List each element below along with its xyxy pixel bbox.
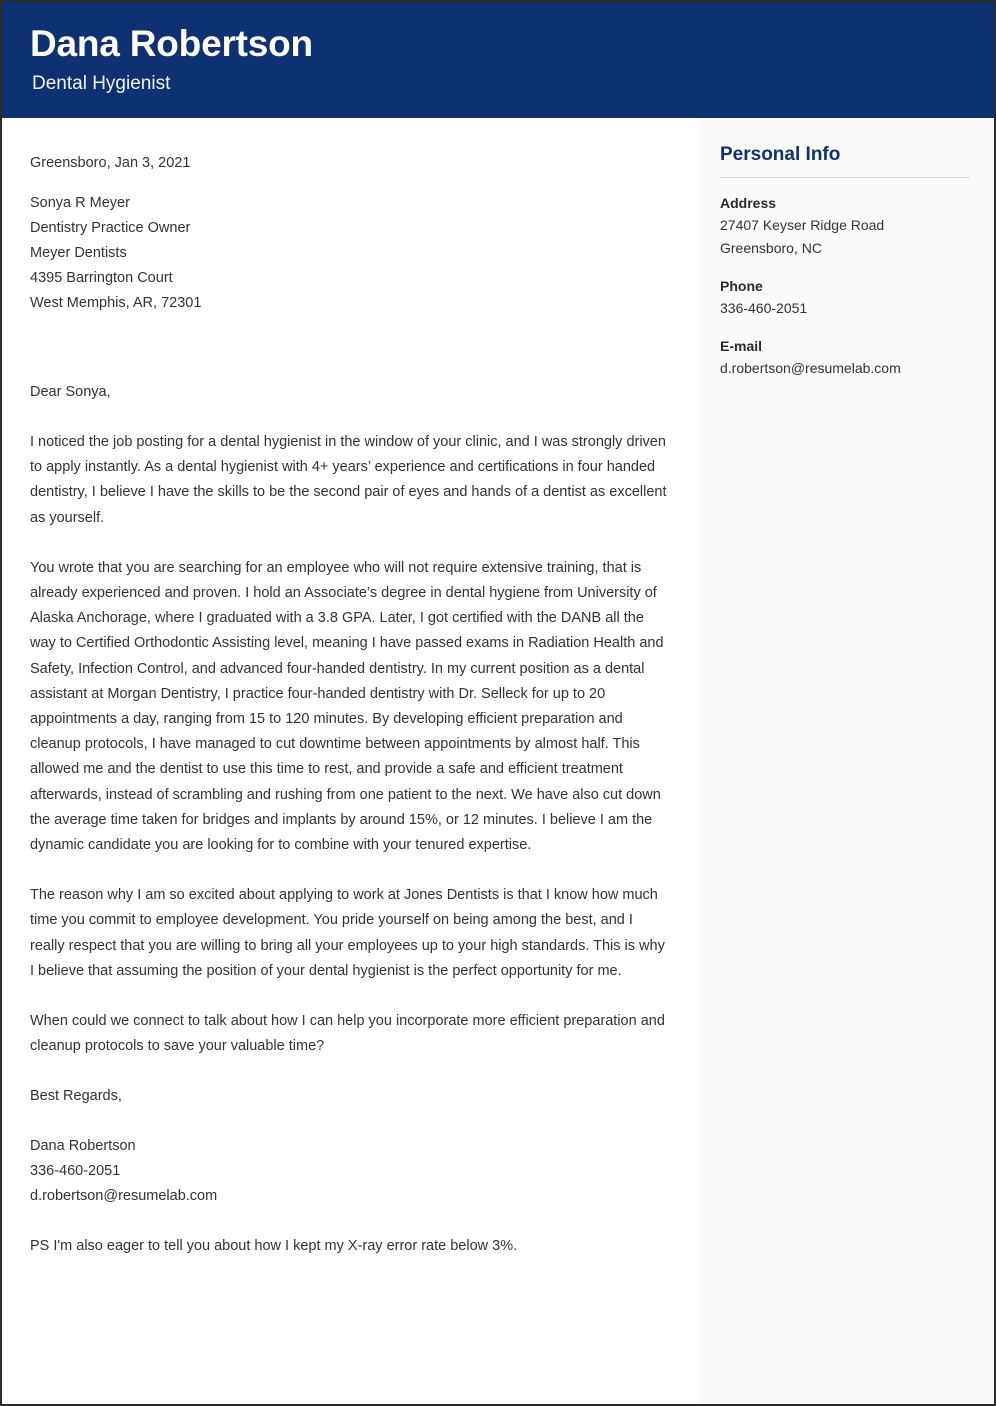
recipient-block [30, 191, 670, 316]
closing-line: Best Regards, [30, 1088, 122, 1105]
letter-main-column [2, 118, 698, 1404]
recipient-title: Dentistry Practice Owner [30, 220, 191, 236]
spacer [30, 984, 670, 1009]
body-paragraph-2: You wrote that you are searching for an employee who will not require extensive training, that is already experienced and proven. I hold an Associate’s degree in dental hygiene from University of Alaska Anchorage, where I graduated with a 3.8 GPA. Later, I got certified with the DANB all the way to Certified Orthodontic Assisting level, meaning I have passed exams in Radiation Health and Safety, Infection Control, and advanced four-handed dentistry. In my current position as a dental assistant at Morgan Dentistry, I practice four-handed dentistry with Dr. Selleck for up to 20 appointments a day, ranging from 15 to 120 minutes. By developing efficient preparation and cleanup protocols, I have managed to cut downtime between appointments by almost half. This allowed me and the dentist to use this time to rest, and provide a safe and efficient treatment afterwards, instead of scrambling and rushing from one patient to the next. We have also cut down the average time taken for bridges and implants by around 15%, or 12 minutes. I believe I am the dynamic candidate you are looking for to combine with your tenured expertise. [30, 559, 664, 854]
email-label: E-mail [720, 337, 763, 354]
salutation-block [30, 380, 670, 405]
sidebar-divider [720, 177, 970, 178]
spacer [30, 1209, 670, 1234]
sidebar-group-address [720, 192, 970, 260]
recipient-city-state-zip: West Memphis, AR, 72301 [30, 295, 202, 311]
body-paragraph-4: When could we connect to talk about how I can help you incorporate more efficient preparation and cleanup protocols to save your valuable time? [30, 1013, 665, 1055]
body-paragraph-3: The reason why I am so excited about applying to work at Jones Dentists is that I know how much time you commit to employee development. You pride yourself on being among the best, and I really respect that you are willing to bring all your employees up to your high standards. This is why I believe that assuming the position of your dental hygienist is the perfect opportunity for me. [30, 887, 665, 979]
address-line-2: Greensboro, NC [720, 239, 822, 256]
phone-label: Phone [720, 277, 763, 294]
sidebar-group-phone [720, 275, 970, 320]
page-title: Dana Robertson [30, 23, 313, 64]
date-block [30, 151, 670, 176]
recipient-street: 4395 Barrington Court [30, 270, 173, 286]
spacer [30, 858, 670, 883]
sidebar-group-email [720, 335, 970, 380]
sidebar-heading: Personal Info [720, 144, 841, 165]
letter-header [2, 2, 994, 118]
job-title: Dental Hygienist [32, 72, 171, 94]
salutation: Dear Sonya, [30, 384, 111, 400]
letter-body-area [2, 118, 994, 1404]
email-value[interactable]: d.robertson@resumelab.com [720, 359, 901, 376]
address-label: Address [720, 194, 777, 211]
recipient-company: Meyer Dentists [30, 245, 127, 261]
phone-value[interactable]: 336-460-2051 [720, 299, 808, 316]
recipient-name: Sonya R Meyer [30, 195, 130, 211]
spacer [30, 531, 670, 556]
spacer [30, 405, 670, 430]
spacer [30, 1109, 670, 1134]
personal-info-sidebar [698, 118, 994, 1404]
signature-phone: 336-460-2051 [30, 1163, 121, 1180]
signature-block [30, 1134, 670, 1209]
body-paragraph-1: I noticed the job posting for a dental hygienist in the window of your clinic, and I was strongly driven to apply instantly. As a dental hygienist with 4+ years’ experience and certifications in four handed dentistry, I believe I have the skills to be the second pair of eyes and hands of a dentist as excellent as yourself. [30, 434, 667, 526]
postscript: PS I'm also eager to tell you about how I kept my X-ray error rate below 3%. [30, 1238, 518, 1255]
signature-name: Dana Robertson [30, 1138, 136, 1155]
signature-email: d.robertson@resumelab.com [30, 1188, 218, 1205]
spacer [30, 1059, 670, 1084]
address-line-1: 27407 Keyser Ridge Road [720, 216, 885, 233]
date-line: Greensboro, Jan 3, 2021 [30, 155, 191, 171]
